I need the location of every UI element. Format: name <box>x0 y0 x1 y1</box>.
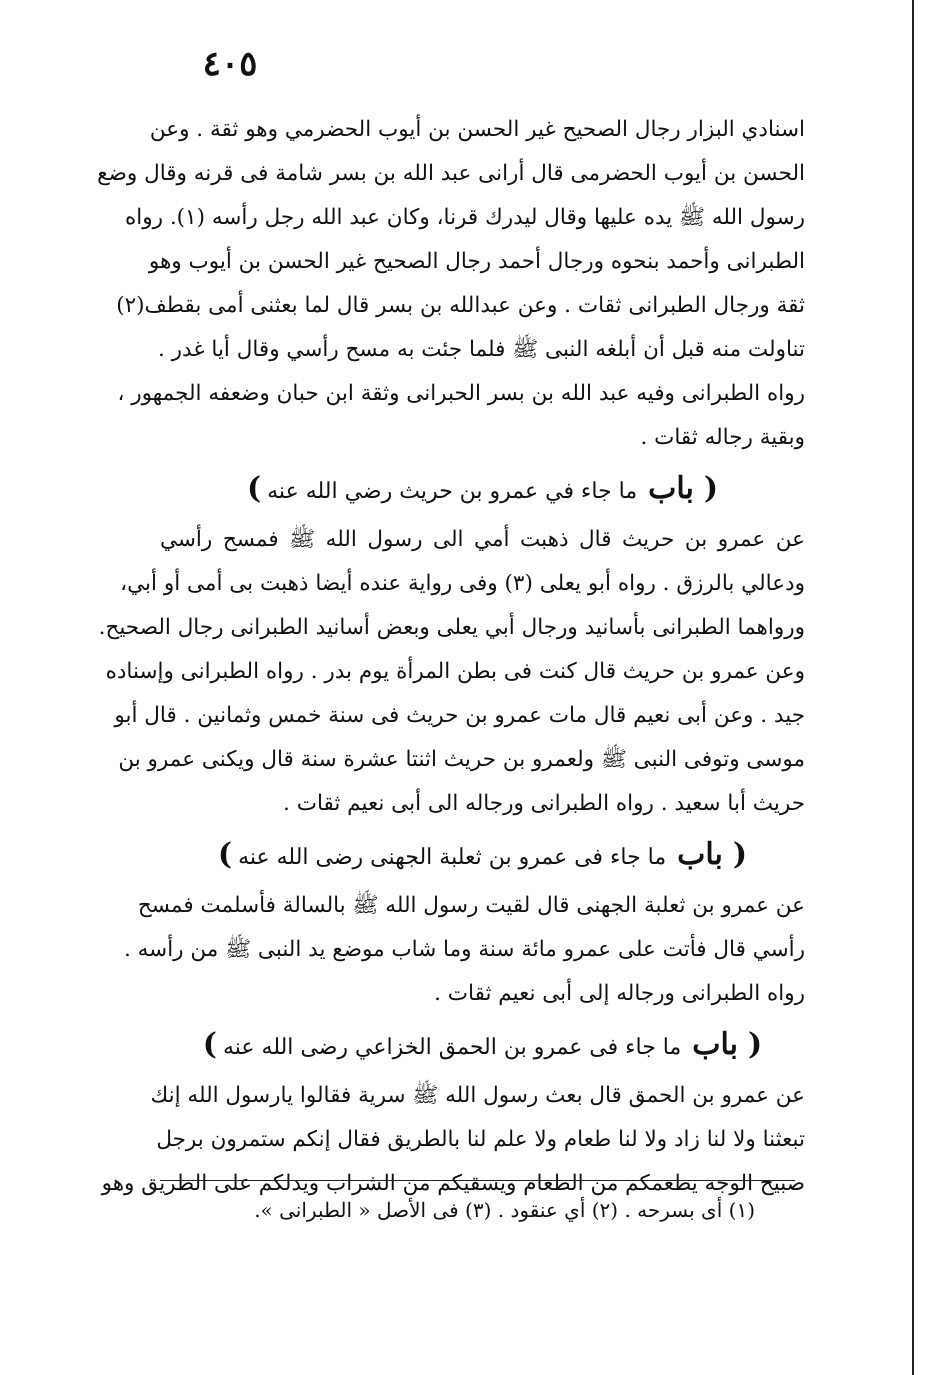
bab-label: باب <box>677 837 723 872</box>
paragraph-4 <box>101 1074 805 1206</box>
bab-label: باب <box>692 1027 739 1062</box>
text-line: عن عمرو بن الحمق قال بعث رسول الله ﷺ سرية فقالوا يارسول الله إنك <box>150 1083 805 1108</box>
text-line: تناولت منه قبل أن أبلغه النبى ﷺ فلما جئت به مسح رأسي وقال أيا غدر . <box>157 337 805 362</box>
text-line: تبعثنا ولا لنا زاد ولا لنا طعام ولا علم لنا بالطريق فقال إنكم ستمرون برجل <box>156 1127 805 1152</box>
text-line: الحسن بن أيوب الحضرمى قال أرانى عبد الله بن بسر شامة فى قرنه وقال وضع <box>97 161 805 186</box>
footnotes: (١) أى بسرحه . (٢) أي عنقود . (٣) فى الأصل « الطبرانى ». <box>254 1198 755 1222</box>
heading-text: ما جاء في عمرو بن حريث رضي الله عنه <box>267 479 638 504</box>
text-line: وعن عمرو بن حريث قال كنت فى بطن المرأة يوم بدر . رواه الطبرانى وإسناده <box>105 659 805 684</box>
page-number: ٤٠٥ <box>202 44 258 84</box>
footnote-divider <box>160 1180 795 1181</box>
margin-rule <box>912 0 914 1375</box>
text-line: وبقية رجاله ثقات . <box>640 425 805 450</box>
page-body <box>97 108 805 1206</box>
text-line: صبيح الوجه يطعمكم من الطعام ويسقيكم من الشراب ويدلكم على الطريق وهو <box>101 1171 805 1196</box>
paragraph-1 <box>97 108 805 460</box>
text-line: ثقة ورجال الطبرانى ثقات . وعن عبدالله بن بسر قال لما بعثنى أمى بقطف(٢) <box>116 293 805 318</box>
text-line: ورواهما الطبرانى بأسانيد ورجال أبي يعلى وبعض أسانيد الطبرانى رجال الصحيح. <box>98 615 805 640</box>
text-line: عن عمرو بن ثعلبة الجهنى قال لقيت رسول الله ﷺ بالسالة فأسلمت فمسح <box>137 893 805 918</box>
text-line: رواه الطبرانى وفيه عبد الله بن بسر الحبرانى وثقة ابن حبان وضعفه الجمهور ، <box>117 381 805 406</box>
text-line: رأسي قال فأتت على عمرو مائة سنة وما شاب موضع يد النبى ﷺ من رأسه . <box>123 937 805 962</box>
section-heading: (باب ما جاء فى عمرو بن ثعلبة الجهنى رضى الله عنه) <box>217 837 748 872</box>
section-heading: (باب ما جاء فى عمرو بن الحمق الخزاعي رضى الله عنه) <box>202 1027 763 1062</box>
paragraph-2 <box>98 518 805 826</box>
text-line: حريث أبا سعيد . رواه الطبرانى ورجاله الى أبى نعيم ثقات . <box>283 791 805 816</box>
text-line: موسى وتوفى النبى ﷺ ولعمرو بن حريث اثنتا عشرة سنة قال ويكنى عمرو بن <box>118 747 805 772</box>
heading-text: ما جاء فى عمرو بن الحمق الخزاعي رضى الله عنه <box>222 1035 682 1060</box>
text-line: الطبرانى وأحمد بنحوه ورجال أحمد رجال الصحيح غير الحسن بن أيوب وهو <box>148 249 805 274</box>
section-heading: (باب ما جاء في عمرو بن حريث رضي الله عنه) <box>246 471 719 506</box>
text-line: اسنادي البزار رجال الصحيح غير الحسن بن أيوب الحضرمي وهو ثقة . وعن <box>149 117 805 142</box>
bab-label: باب <box>648 471 694 506</box>
paragraph-3 <box>123 884 805 1016</box>
text-line: رواه الطبرانى ورجاله إلى أبى نعيم ثقات . <box>434 981 805 1006</box>
text-line: ودعالي بالرزق . رواه أبو يعلى (٣) وفى رواية عنده أيضا ذهبت بى أمى أو أبي، <box>120 571 805 596</box>
text-line: جيد . وعن أبى نعيم قال مات عمرو بن حريث فى سنة خمس وثمانين . قال أبو <box>114 703 805 728</box>
text-line: رسول الله ﷺ يده عليها وقال ليدرك قرنا، وكان عبد الله رجل رأسه (١). رواه <box>124 205 805 230</box>
heading-text: ما جاء فى عمرو بن ثعلبة الجهنى رضى الله عنه <box>238 845 667 870</box>
text-line: عن عمرو بن حريث قال ذهبت أمي الى رسول الله ﷺ فمسح رأسي <box>160 527 805 552</box>
